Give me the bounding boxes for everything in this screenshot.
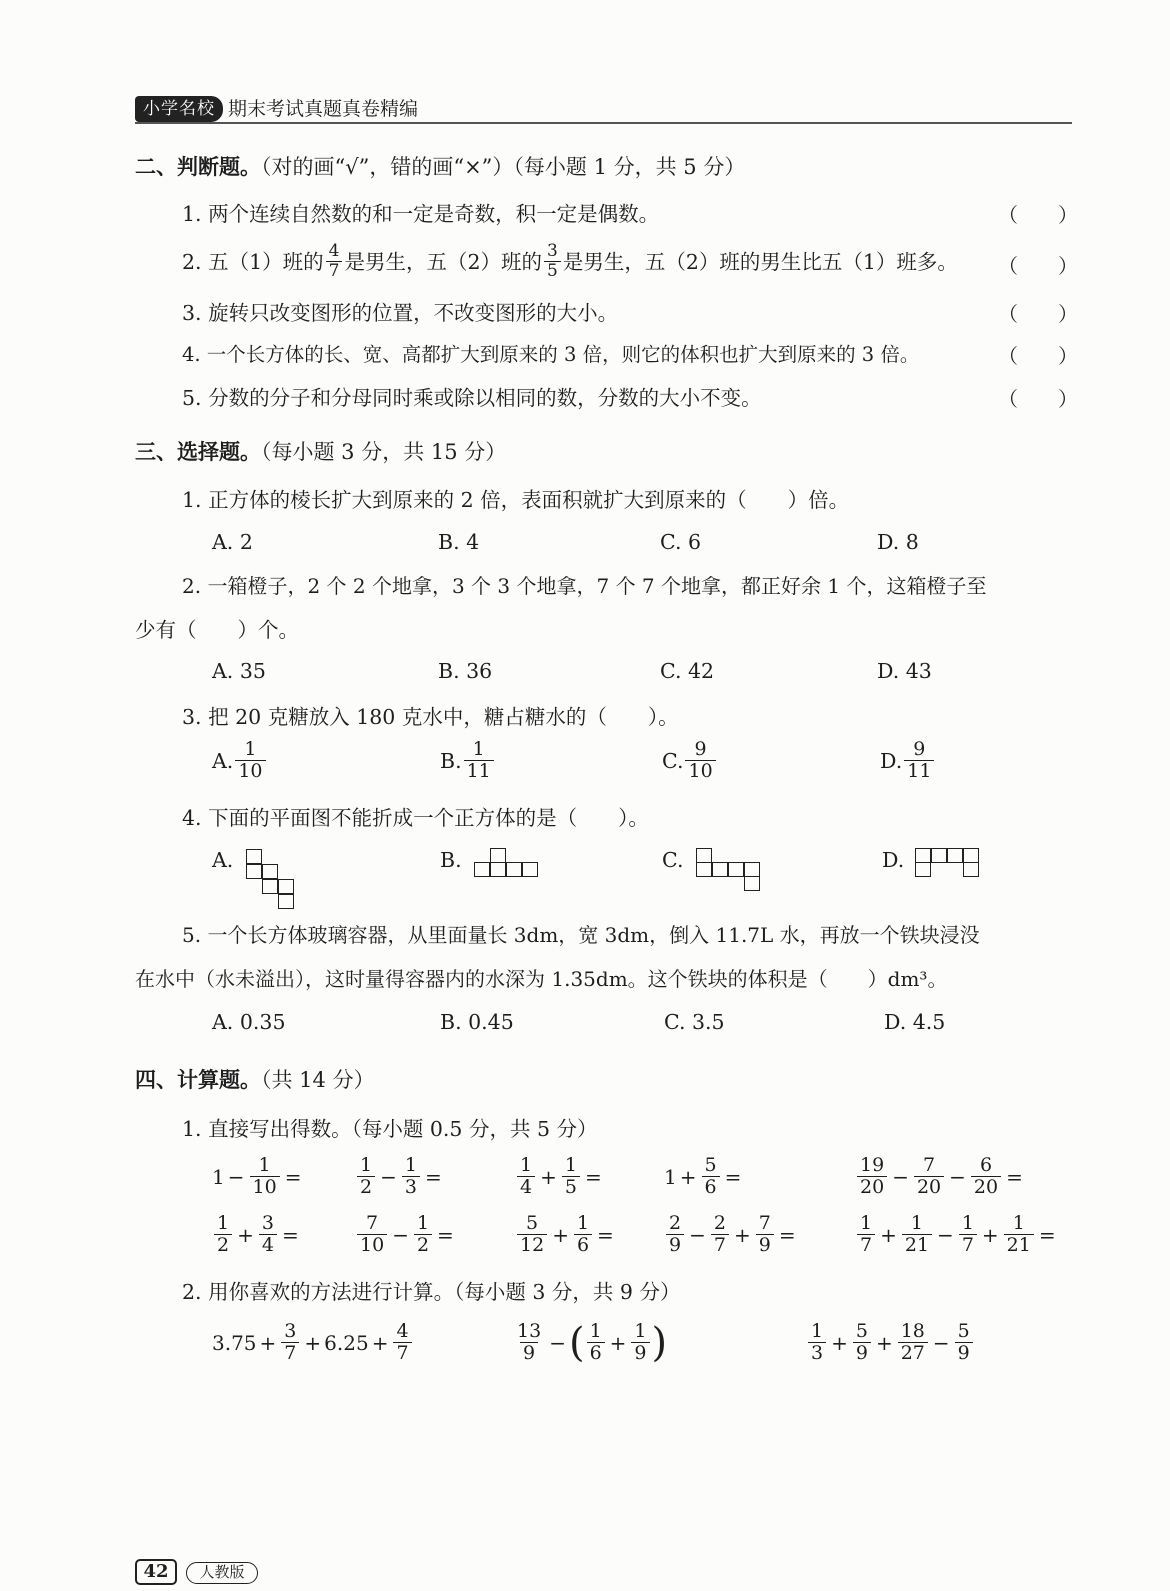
choice-q2-line1: 2. 一箱橙子，2 个 2 个地拿，3 个 3 个地拿，7 个 7 个地拿，都正好余 1 个，这箱橙子至	[182, 574, 987, 598]
fraction: $\frac{1}{3}$	[402, 1156, 420, 1197]
fraction: $\frac{1}{2}$	[214, 1214, 232, 1255]
option-b[interactable]: B. $\frac{1}{11}$	[440, 740, 496, 781]
option-d[interactable]: D. 8	[877, 530, 919, 554]
option-d[interactable]: D. 43	[877, 659, 932, 683]
judge-q3: 3. 旋转只改变图形的位置，不改变图形的大小。	[182, 301, 619, 325]
section-choice-heading	[135, 437, 506, 467]
calc-item-1: 1 − $\frac{1}{10}$ =	[212, 1154, 302, 1198]
answer-blank[interactable]: （ ）	[998, 254, 1078, 278]
option-d[interactable]: D. 4.5	[884, 1010, 946, 1034]
choice-q5-line2: 在水中（水未溢出），这时量得容器内的水深为 1.35dm。这个铁块的体积是（ ）dm³。	[135, 967, 948, 991]
option-c[interactable]: C. 42	[660, 659, 715, 683]
option-a[interactable]: A. 2	[212, 530, 253, 554]
calc-item-10: $\frac{1}{7}$ + $\frac{1}{21}$ − $\frac{1}{7}$ + $\frac{1}{21}$ =	[855, 1214, 1059, 1255]
answer-blank[interactable]: （ ）	[998, 302, 1078, 326]
judge-q5: 5. 分数的分子和分母同时乘或除以相同的数，分数的大小不变。	[182, 386, 762, 410]
section-calc-heading	[135, 1065, 375, 1095]
fraction: $\frac{1}{11}$	[464, 740, 494, 781]
fraction: $\frac{3}{7}$	[281, 1322, 299, 1363]
section-note: （每小题 3 分，共 15 分）	[261, 440, 507, 464]
answer-blank[interactable]: （ ）	[998, 203, 1078, 227]
calc-item-3: $\frac{1}{4}$ + $\frac{1}{5}$ =	[515, 1156, 605, 1197]
choice-q4: 4. 下面的平面图不能折成一个正方体的是（ ）。	[182, 806, 649, 830]
fraction: $\frac{3}{5}$	[544, 243, 561, 280]
fraction: $\frac{1}{2}$	[414, 1214, 432, 1255]
page-number: 42	[135, 1559, 177, 1585]
calc-item-9: $\frac{2}{9}$ − $\frac{2}{7}$ + $\frac{7}{9}$ =	[664, 1214, 799, 1255]
fraction: $\frac{3}{4}$	[259, 1214, 277, 1255]
fraction: $\frac{1}{3}$	[808, 1322, 826, 1363]
section-note: （对的画“√”，错的画“×”）（每小题 1 分，共 5 分）	[261, 155, 746, 179]
calc-part2-title: 2. 用你喜欢的方法进行计算。（每小题 3 分，共 9 分）	[182, 1280, 681, 1304]
section-title: 二、判断题。	[135, 155, 261, 179]
section-note: （共 14 分）	[261, 1068, 375, 1092]
fraction: $\frac{19}{20}$	[857, 1156, 887, 1197]
book-title: 期末考试真题真卷精编	[228, 98, 419, 120]
fraction: $\frac{18}{27}$	[898, 1322, 928, 1363]
choice-q1: 1. 正方体的棱长扩大到原来的 2 倍，表面积就扩大到原来的（ ）倍。	[182, 488, 850, 512]
option-a[interactable]: A. 0.35	[212, 1010, 286, 1034]
section-judgement-heading	[135, 152, 745, 182]
calc-item-6: $\frac{1}{2}$ + $\frac{3}{4}$ =	[212, 1214, 302, 1255]
fraction: $\frac{1}{10}$	[250, 1156, 280, 1197]
fraction: $\frac{1}{6}$	[587, 1322, 605, 1363]
option-c[interactable]: C.	[662, 848, 684, 872]
choice-q5-line1: 5. 一个长方体玻璃容器，从里面量长 3dm，宽 3dm，倒入 11.7L 水，再放一个铁块浸没	[182, 923, 980, 947]
answer-blank[interactable]: （ ）	[998, 387, 1078, 411]
calc-item-2: $\frac{1}{2}$ − $\frac{1}{3}$ =	[355, 1156, 445, 1197]
choice-q2-line2: 少有（ ）个。	[135, 618, 299, 642]
fraction: $\frac{5}{12}$	[517, 1214, 547, 1255]
option-a[interactable]: A. 35	[212, 659, 266, 683]
option-b[interactable]: B. 4	[438, 530, 480, 554]
calc-item-7: $\frac{7}{10}$ − $\frac{1}{2}$ =	[355, 1214, 457, 1255]
judge-q2: 2. 五（1）班的 $\frac{4}{7}$ 是男生，五（2）班的 $\frac{3}{5}$ 是男生，五（2）班的男生比五（1）班多。	[182, 241, 958, 281]
fraction: $\frac{1}{4}$	[517, 1156, 535, 1197]
option-c[interactable]: C. 3.5	[664, 1010, 725, 1034]
calc-item-4: 1 + $\frac{5}{6}$ =	[664, 1154, 742, 1198]
option-b[interactable]: B. 0.45	[440, 1010, 514, 1034]
option-c[interactable]: C. $\frac{9}{10}$	[662, 740, 718, 781]
fraction: $\frac{1}{6}$	[574, 1214, 592, 1255]
section-title: 三、选择题。	[135, 440, 261, 464]
option-c[interactable]: C. 6	[660, 530, 702, 554]
series-badge: 小学名校	[135, 96, 223, 122]
judge-q4: 4. 一个长方体的长、宽、高都扩大到原来的 3 倍，则它的体积也扩大到原来的 3 倍。	[182, 343, 920, 366]
fraction: $\frac{1}{9}$	[631, 1322, 649, 1363]
calc-item-5: $\frac{19}{20}$ − $\frac{7}{20}$ − $\frac{6}{20}$ =	[855, 1156, 1026, 1197]
option-a[interactable]: A. $\frac{1}{10}$	[212, 740, 268, 781]
fraction: $\frac{9}{11}$	[904, 740, 934, 781]
calc-part1-title: 1. 直接写出得数。（每小题 0.5 分，共 5 分）	[182, 1117, 598, 1141]
fraction: $\frac{1}{10}$	[235, 740, 265, 781]
fraction: $\frac{1}{21}$	[902, 1214, 932, 1255]
fraction: $\frac{7}{20}$	[914, 1156, 944, 1197]
fraction: $\frac{1}{7}$	[857, 1214, 875, 1255]
fraction: $\frac{2}{7}$	[711, 1214, 729, 1255]
fraction: $\frac{13}{9}$	[517, 1320, 542, 1364]
choice-q3: 3. 把 20 克糖放入 180 克水中，糖占糖水的（ ）。	[182, 705, 679, 729]
fraction: $\frac{2}{9}$	[666, 1214, 684, 1255]
fraction: $\frac{5}{6}$	[702, 1156, 720, 1197]
judge-q1: 1. 两个连续自然数的和一定是奇数，积一定是偶数。	[182, 202, 660, 226]
option-a[interactable]: A.	[212, 848, 234, 872]
section-title: 四、计算题。	[135, 1068, 261, 1092]
fraction: $\frac{1}{21}$	[1004, 1214, 1034, 1255]
edition-badge: 人教版	[186, 1562, 258, 1584]
fraction: $\frac{4}{7}$	[393, 1322, 411, 1363]
fraction: $\frac{1}{2}$	[357, 1156, 375, 1197]
fraction: $\frac{5}{9}$	[853, 1322, 871, 1363]
calc-expression-2: $\frac{13}{9}$ − ( $\frac{1}{6}$ + $\frac{1}{9}$ )	[512, 1322, 667, 1363]
fraction: $\frac{4}{7}$	[326, 243, 343, 280]
fraction: $\frac{9}{10}$	[685, 740, 715, 781]
header-rule	[135, 122, 1072, 124]
calc-expression-1: 3.75 + $\frac{3}{7}$ + 6.25 + $\frac{4}{7}$	[212, 1322, 414, 1363]
option-b[interactable]: B. 36	[438, 659, 493, 683]
option-d[interactable]: D.	[882, 848, 905, 872]
fraction: $\frac{1}{7}$	[959, 1214, 977, 1255]
fraction: $\frac{1}{5}$	[562, 1156, 580, 1197]
fraction: $\frac{7}{10}$	[357, 1214, 387, 1255]
calc-item-8: $\frac{5}{12}$ + $\frac{1}{6}$ =	[515, 1214, 617, 1255]
fraction: $\frac{5}{9}$	[955, 1322, 973, 1363]
option-d[interactable]: D. $\frac{9}{11}$	[880, 740, 936, 781]
answer-blank[interactable]: （ ）	[998, 344, 1078, 368]
option-b[interactable]: B.	[440, 848, 462, 872]
calc-expression-3: $\frac{1}{3}$ + $\frac{5}{9}$ + $\frac{18}{27}$ − $\frac{5}{9}$	[806, 1322, 975, 1363]
fraction: $\frac{7}{9}$	[756, 1214, 774, 1255]
fraction: $\frac{6}{20}$	[971, 1156, 1001, 1197]
